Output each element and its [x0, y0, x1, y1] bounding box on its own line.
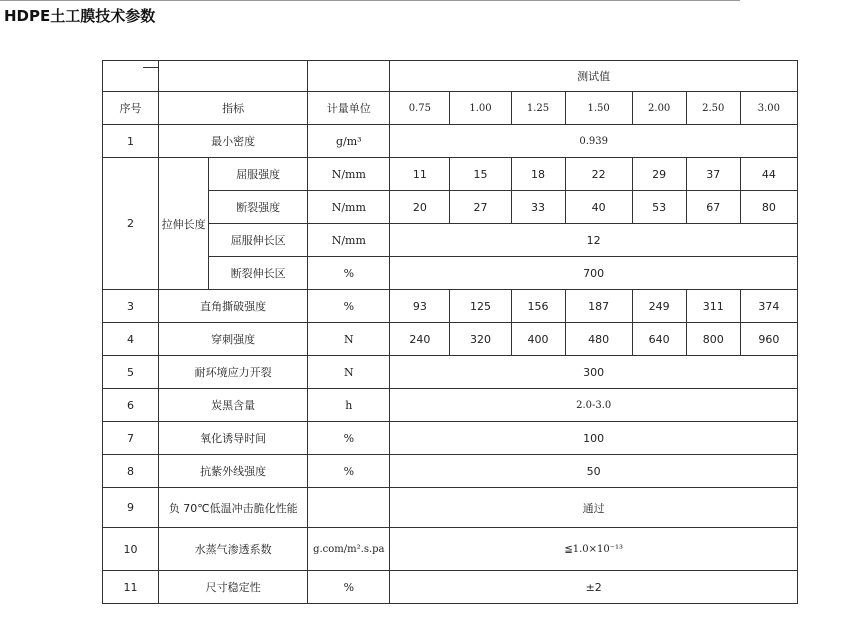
row-no: 11 — [103, 571, 159, 604]
row-value: 44 — [740, 158, 797, 191]
row-unit: % — [308, 257, 390, 290]
row-value: 11 — [390, 158, 450, 191]
table-row — [103, 356, 798, 389]
row-unit: % — [308, 571, 390, 604]
row-no: 6 — [103, 389, 159, 422]
table-header-row — [103, 92, 798, 125]
row-value: 125 — [450, 290, 511, 323]
row-value: 320 — [450, 323, 511, 356]
row-value: 249 — [632, 290, 686, 323]
thickness-header: 0.75 — [390, 92, 450, 125]
row-value: 960 — [740, 323, 797, 356]
row-indicator: 炭黑含量 — [159, 389, 308, 422]
row-value: 33 — [511, 191, 565, 224]
row-unit — [308, 488, 390, 528]
row-value: 15 — [450, 158, 511, 191]
page-title: HDPE土工膜技术参数 — [4, 7, 156, 25]
row-value: 通过 — [390, 488, 798, 528]
row-value: 0.939 — [390, 125, 798, 158]
row-indicator: 穿刺强度 — [159, 323, 308, 356]
row-indicator: 氧化诱导时间 — [159, 422, 308, 455]
row-no: 5 — [103, 356, 159, 389]
thickness-header: 2.00 — [632, 92, 686, 125]
row-value: 67 — [686, 191, 740, 224]
row-value: 187 — [565, 290, 632, 323]
table-row — [103, 571, 798, 604]
row-value: 37 — [686, 158, 740, 191]
row-value: 20 — [390, 191, 450, 224]
row-no: 7 — [103, 422, 159, 455]
corner-mark — [143, 67, 159, 68]
row-no: 8 — [103, 455, 159, 488]
table-row — [103, 455, 798, 488]
row-unit: N/mm — [308, 224, 390, 257]
row-value: 80 — [740, 191, 797, 224]
header-indicator: 指标 — [159, 92, 308, 125]
row-unit: N/mm — [308, 191, 390, 224]
row-indicator: 负 70℃低温冲击脆化性能 — [159, 488, 308, 528]
row-value: ±2 — [390, 571, 798, 604]
header-empty-cell — [308, 61, 390, 92]
thickness-header: 1.50 — [565, 92, 632, 125]
row-value: 640 — [632, 323, 686, 356]
row-value: 18 — [511, 158, 565, 191]
row-value: 40 — [565, 191, 632, 224]
row-indicator: 最小密度 — [159, 125, 308, 158]
row-no: 3 — [103, 290, 159, 323]
row-unit: % — [308, 290, 390, 323]
row-subindicator: 断裂强度 — [209, 191, 308, 224]
row-no: 2 — [103, 158, 159, 290]
table-row — [103, 323, 798, 356]
top-divider — [0, 0, 740, 1]
row-value: 156 — [511, 290, 565, 323]
thickness-header: 1.00 — [450, 92, 511, 125]
table-header-row — [103, 61, 798, 92]
header-no: 序号 — [103, 92, 159, 125]
row-indicator: 尺寸稳定性 — [159, 571, 308, 604]
row-unit: h — [308, 389, 390, 422]
table-row — [103, 528, 798, 571]
row-unit: N — [308, 323, 390, 356]
row-value: ≦1.0×10⁻¹³ — [390, 528, 798, 571]
row-group-label: 拉伸长度 — [159, 158, 209, 290]
test-value-header: 测试值 — [390, 61, 798, 92]
row-subindicator: 屈服伸长区 — [209, 224, 308, 257]
row-value: 12 — [390, 224, 798, 257]
row-subindicator: 屈服强度 — [209, 158, 308, 191]
spec-table — [102, 60, 798, 604]
row-indicator: 抗紫外线强度 — [159, 455, 308, 488]
thickness-header: 3.00 — [740, 92, 797, 125]
corner-cell — [103, 61, 159, 92]
row-value: 374 — [740, 290, 797, 323]
row-value: 800 — [686, 323, 740, 356]
row-value: 29 — [632, 158, 686, 191]
row-value: 700 — [390, 257, 798, 290]
row-unit: g.com/m².s.pa — [308, 528, 390, 571]
table-row — [103, 290, 798, 323]
row-indicator: 耐环境应力开裂 — [159, 356, 308, 389]
table-row — [103, 389, 798, 422]
table-row — [103, 488, 798, 528]
row-value: 93 — [390, 290, 450, 323]
row-value: 2.0-3.0 — [390, 389, 798, 422]
row-value: 480 — [565, 323, 632, 356]
row-unit: N — [308, 356, 390, 389]
row-value: 50 — [390, 455, 798, 488]
table-row — [103, 422, 798, 455]
row-unit: % — [308, 455, 390, 488]
row-value: 100 — [390, 422, 798, 455]
row-no: 1 — [103, 125, 159, 158]
row-value: 22 — [565, 158, 632, 191]
row-unit: % — [308, 422, 390, 455]
row-no: 10 — [103, 528, 159, 571]
header-unit: 计量单位 — [308, 92, 390, 125]
row-indicator: 水蒸气渗透系数 — [159, 528, 308, 571]
row-no: 9 — [103, 488, 159, 528]
table-row — [103, 158, 798, 191]
row-no: 4 — [103, 323, 159, 356]
table-row — [103, 125, 798, 158]
row-value: 53 — [632, 191, 686, 224]
header-empty-cell — [159, 61, 308, 92]
row-value: 240 — [390, 323, 450, 356]
row-unit: g/m³ — [308, 125, 390, 158]
row-indicator: 直角撕破强度 — [159, 290, 308, 323]
row-value: 27 — [450, 191, 511, 224]
row-unit: N/mm — [308, 158, 390, 191]
thickness-header: 1.25 — [511, 92, 565, 125]
row-value: 300 — [390, 356, 798, 389]
row-subindicator: 断裂伸长区 — [209, 257, 308, 290]
row-value: 400 — [511, 323, 565, 356]
thickness-header: 2.50 — [686, 92, 740, 125]
row-value: 311 — [686, 290, 740, 323]
